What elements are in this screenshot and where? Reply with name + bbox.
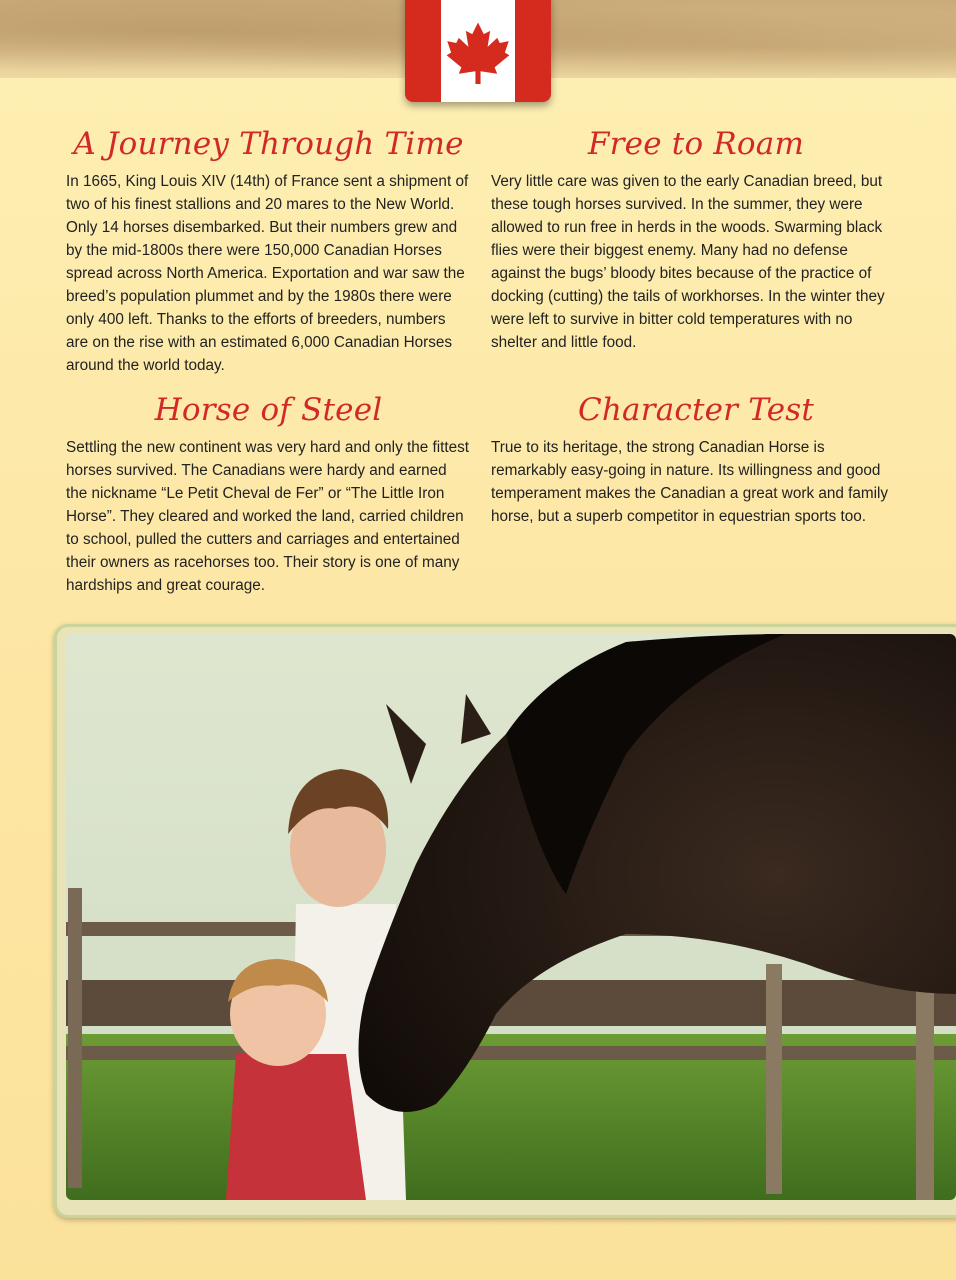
section-horse-of-steel xyxy=(66,390,471,597)
section-free-to-roam xyxy=(491,124,901,354)
photo-illustration xyxy=(66,634,956,1200)
section-body: In 1665, King Louis XIV (14th) of France sent a shipment of two of his finest stallions and 20 mares to the New World. Only 14 horses disembarked. But their numbers grew and by the mid-1800s there were 150,000 Canadian Horses spread across North America. Exportation and war saw the breed’s population plummet and by the 1980s there were only 400 left. Thanks to the efforts of breeders, numbers are on the rise with an estimated 6,000 Canadian Horses around the world today. xyxy=(66,173,469,374)
flag-center xyxy=(441,0,515,102)
section-title: Character Test xyxy=(577,392,815,428)
section-journey-through-time xyxy=(66,124,471,377)
section-title: Horse of Steel xyxy=(154,392,383,428)
section-title: A Journey Through Time xyxy=(73,126,464,162)
section-body: Very little care was given to the early Canadian breed, but these tough horses survived. In the summer, they were allowed to run free in herds in the woods. Swarming black flies were their biggest enemy. Many had no defense against the bugs’ bloody bites because of the practice of docking (cutting) the tails of workhorses. In the winter they were left to survive in bitter cold temperatures with no shelter and little food. xyxy=(491,173,885,351)
section-character-test xyxy=(491,390,901,528)
section-title: Free to Roam xyxy=(587,126,805,162)
canadian-flag xyxy=(405,0,551,102)
maple-leaf-icon xyxy=(446,20,510,84)
photo-children-with-horse xyxy=(66,634,956,1200)
flag-right-bar xyxy=(515,0,551,102)
section-body: Settling the new continent was very hard and only the fittest horses survived. The Canadians were hardy and earned the nickname “Le Petit Cheval de Fer” or “The Little Iron Horse”. They cleared and worked the land, carried children to school, pulled the cutters and carriages and entertained their owners as racehorses too. Their story is one of many hardships and great courage. xyxy=(66,439,470,594)
flag-left-bar xyxy=(405,0,441,102)
section-body: True to its heritage, the strong Canadian Horse is remarkably easy-going in nature. Its willingness and good temperament makes the Canadian a great work and family horse, but a superb competitor in equestrian sports too. xyxy=(491,439,889,525)
